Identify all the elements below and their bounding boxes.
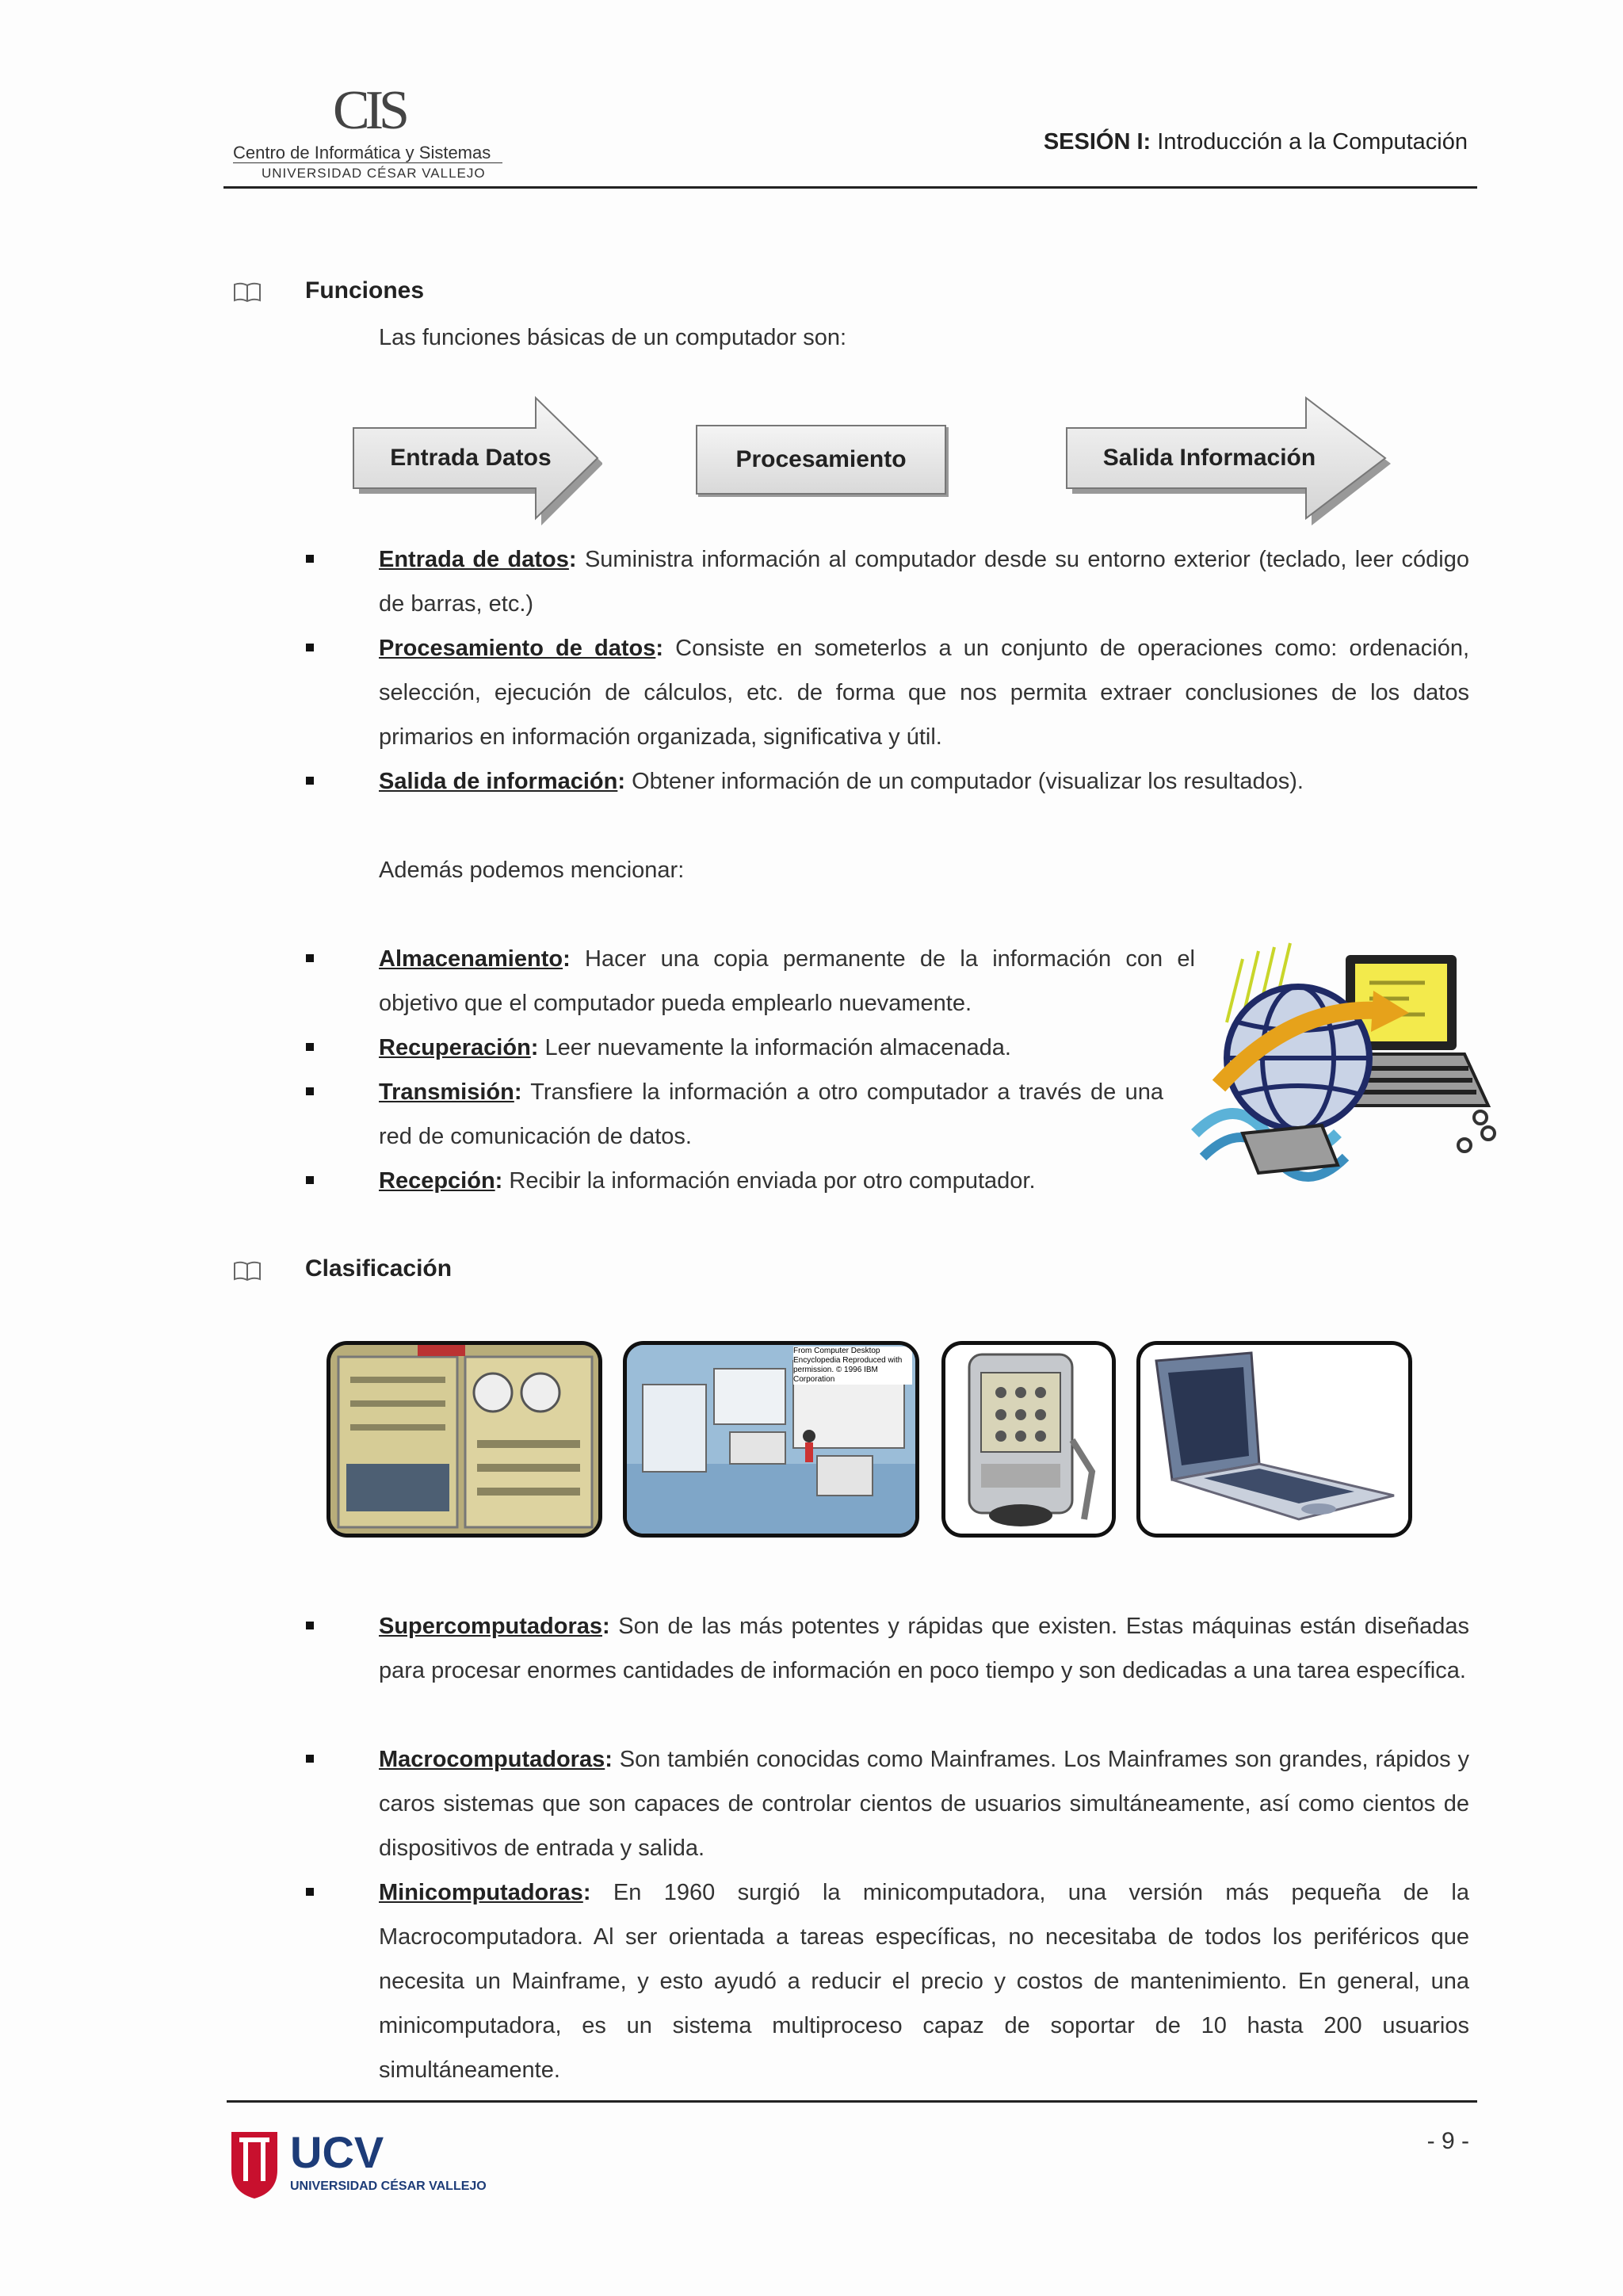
term-label: Minicomputadoras <box>379 1880 583 1905</box>
term-description: En 1960 surgió la minicomputadora, una versión más pequeña de la Macrocomputadora. Al ser orientada a tareas específicas, no necesitaba de todos los periféricos que necesita un Mainframe, y esto ayudó a reducir el precio y costos de mantenimiento. En general, una minicomputadora, es un sistema multiproceso capaz de soportar de 10 hasta 200 usuarios simultáneamente. <box>379 1880 1469 2083</box>
footer-divider <box>227 2100 1477 2103</box>
term-description: Obtener información de un computador (visualizar los resultados). <box>625 769 1304 794</box>
term-description: Hacer una copia permanente de la información con el objetivo que el computador pueda emplearlo nuevamente. <box>379 946 1195 1016</box>
list-item: Entrada de datos: Suministra información al computador desde su entorno exterior (teclado, leer código de barras, etc.) <box>379 537 1469 626</box>
term-description: Recibir la información enviada por otro computador. <box>502 1168 1036 1194</box>
funciones-intro: Las funciones básicas de un computador son: <box>379 325 847 350</box>
bullet-marker <box>306 1622 314 1629</box>
bullet-marker <box>306 1755 314 1763</box>
bullet-marker <box>306 644 314 651</box>
bullet-marker <box>306 1888 314 1896</box>
session-label: SESIÓN I: <box>1043 129 1151 155</box>
ucv-shield-icon <box>230 2129 279 2200</box>
term-description: Suministra información al computador desde su entorno exterior (teclado, leer código de barras, etc.) <box>379 547 1469 617</box>
book-icon <box>233 1260 262 1282</box>
list-item: Procesamiento de datos: Consiste en someterlos a un conjunto de operaciones como: ordenación, selección, ejecución de cálculos, etc. de forma que nos permita extraer conclusiones de los datos primarios en información organizada, significativa y útil. <box>379 626 1469 759</box>
globe-laptop-clipart <box>1171 935 1504 1197</box>
term-label: Recepción <box>379 1168 495 1194</box>
also-intro: Además podemos mencionar: <box>379 858 685 883</box>
ucv-logo-subtext: UNIVERSIDAD CÉSAR VALLEJO <box>290 2179 487 2193</box>
list-item: Salida de información: Obtener información de un computador (visualizar los resultados). <box>379 759 1469 804</box>
list-item: Supercomputadoras: Son de las más potentes y rápidas que existen. Estas máquinas están diseñadas para procesar enormes cantidades de información en poco tiempo y son dedicadas a una tarea específica. <box>379 1604 1469 1693</box>
cis-logo-divider <box>233 162 502 163</box>
term-label: Entrada de datos <box>379 547 569 572</box>
cis-logo-line1: Centro de Informática y Sistemas <box>233 143 491 162</box>
list-item: Macrocomputadoras: Son también conocidas como Mainframes. Los Mainframes son grandes, rápidos y caros sistemas que son capaces de controlar cientos de usuarios simultáneamente, así como cientos de dispositivos de entrada y salida. <box>379 1737 1469 1870</box>
bullet-marker <box>306 954 314 962</box>
ucv-logo <box>230 2127 487 2200</box>
section-title-clasificacion: Clasificación <box>305 1255 453 1282</box>
list-item: Minicomputadoras: En 1960 surgió la minicomputadora, una versión más pequeña de la Macrocomputadora. Al ser orientada a tareas específicas, no necesitaba de todos los periféricos que necesita un Mainframe, y esto ayudó a reducir el precio y costos de mantenimiento. En general, una minicomputadora, es un sistema multiproceso capaz de soportar de 10 hasta 200 usuarios simultáneamente. <box>379 1870 1469 2092</box>
photo-caption: From Computer Desktop Encyclopedia Reproduced with permission. © 1996 IBM Corporation <box>793 1347 912 1385</box>
list-item: Recepción: Recibir la información enviada por otro computador. <box>379 1159 1195 1203</box>
bullet-marker <box>306 1043 314 1051</box>
section-title-funciones: Funciones <box>305 277 425 304</box>
header-divider <box>223 186 1477 189</box>
page-number: - 9 - <box>1426 2128 1469 2154</box>
cis-logo <box>222 80 507 186</box>
term-label: Supercomputadoras <box>379 1614 602 1639</box>
cis-logo-mark: CIS <box>333 80 405 141</box>
list-item: Almacenamiento: Hacer una copia permanente de la información con el objetivo que el computador pueda emplearlo nuevamente. <box>379 937 1195 1026</box>
pda-photo <box>941 1341 1116 1538</box>
supercomputer-photo <box>327 1341 602 1538</box>
bullet-marker <box>306 1176 314 1184</box>
flow-step-output: Salida Información <box>1102 445 1316 471</box>
term-label: Recuperación <box>379 1035 531 1060</box>
term-description: Transfiere la información a otro computador a través de una red de comunicación de datos. <box>379 1079 1163 1149</box>
cis-logo-line2: UNIVERSIDAD CÉSAR VALLEJO <box>262 166 486 181</box>
term-label: Almacenamiento <box>379 946 563 972</box>
flow-step-input: Entrada Datos <box>390 445 552 471</box>
term-label: Transmisión <box>379 1079 514 1105</box>
ucv-logo-text: UCV <box>290 2127 384 2177</box>
term-description: Son de las más potentes y rápidas que existen. Estas máquinas están diseñadas para procesar enormes cantidades de información en poco tiempo y son dedicadas a una tarea específica. <box>379 1614 1469 1683</box>
bullet-marker <box>306 1087 314 1095</box>
list-item: Recuperación: Leer nuevamente la información almacenada. <box>379 1026 1195 1070</box>
term-label: Salida de información <box>379 769 618 794</box>
session-title: Introducción a la Computación <box>1157 129 1468 155</box>
term-label: Macrocomputadoras <box>379 1747 605 1772</box>
mainframe-photo <box>623 1341 919 1538</box>
term-label: Procesamiento de datos <box>379 636 656 661</box>
book-icon <box>233 281 262 304</box>
term-description: Leer nuevamente la información almacenada. <box>538 1035 1011 1060</box>
session-header <box>1044 129 1468 155</box>
term-description: Son también conocidas como Mainframes. Los Mainframes son grandes, rápidos y caros sistemas que son capaces de controlar cientos de usuarios simultáneamente, así como cientos de dispositivos de entrada y salida. <box>379 1747 1469 1861</box>
flow-step-process: Procesamiento <box>696 425 946 495</box>
term-description: Consiste en someterlos a un conjunto de operaciones como: ordenación, selección, ejecución de cálculos, etc. de forma que nos permita extraer conclusiones de los datos primarios en información organizada, significativa y útil. <box>379 636 1470 750</box>
laptop-photo <box>1136 1341 1412 1538</box>
bullet-marker <box>306 777 314 785</box>
bullet-marker <box>306 555 314 563</box>
list-item: Transmisión: Transfiere la información a otro computador a través de una red de comunicación de datos. <box>379 1070 1163 1159</box>
